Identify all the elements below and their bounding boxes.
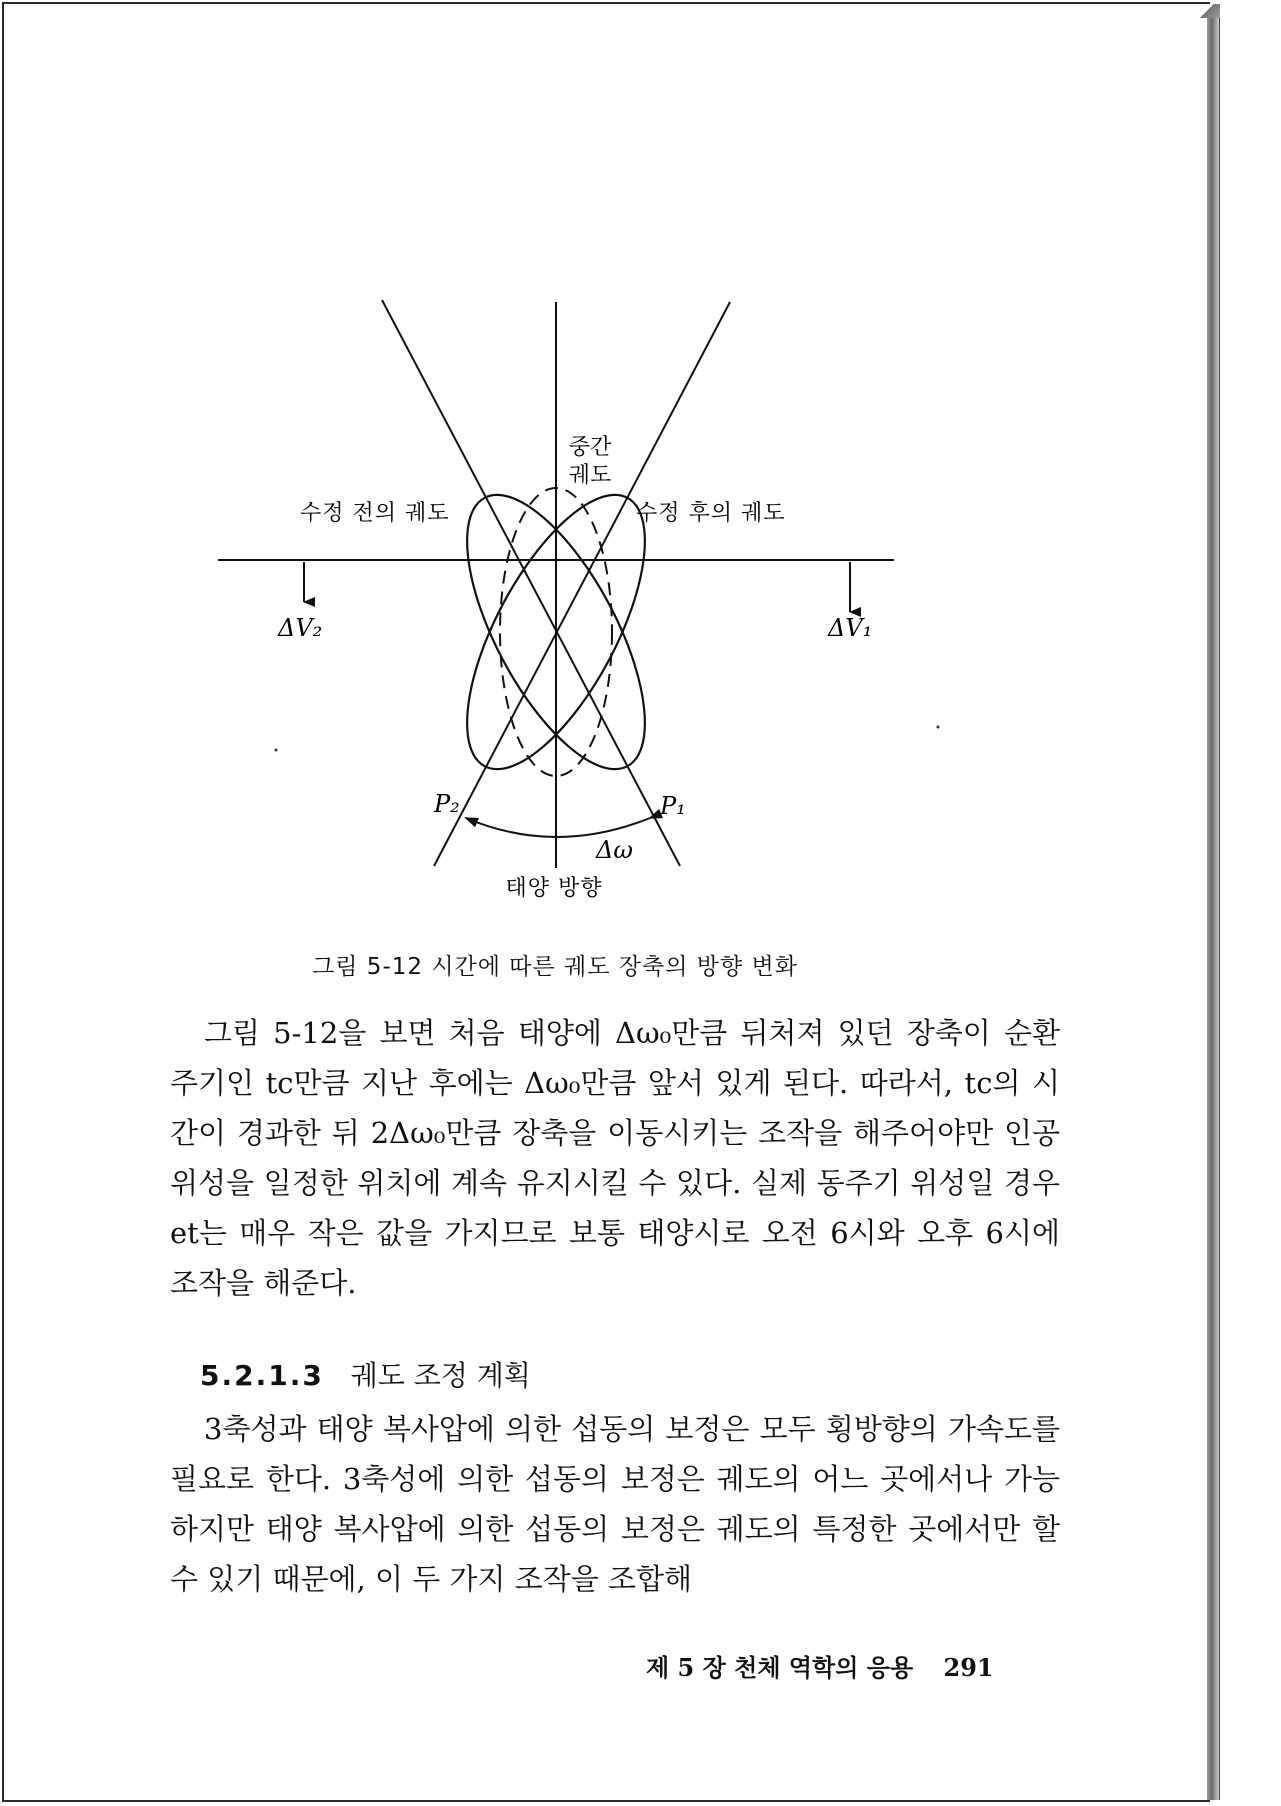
figure-caption: 그림 5-12 시간에 따른 궤도 장축의 방향 변화 xyxy=(312,954,798,980)
label-orbit-after: 수정 후의 궤도 xyxy=(636,501,786,526)
speck xyxy=(937,726,940,729)
label-sun-direction: 태양 방향 xyxy=(505,876,603,901)
page-corner xyxy=(1200,4,1220,18)
label-mid-orbit-2: 궤도 xyxy=(568,463,612,488)
section-title: 궤도 조정 계획 xyxy=(350,1359,531,1392)
page-footer xyxy=(646,1648,994,1683)
section-heading xyxy=(200,1354,531,1394)
label-dv1: ΔV₁ xyxy=(828,614,873,642)
speck xyxy=(275,749,278,752)
section-number: 5.2.1.3 xyxy=(200,1359,324,1392)
page-edge-shadow xyxy=(1207,12,1220,1800)
label-p1: P₁ xyxy=(660,792,686,820)
paragraph-2: 3축성과 태양 복사압에 의한 섭동의 보정은 모두 횡방향의 가속도를 필요로 한다. 3축성에 의한 섭동의 보정은 궤도의 어느 곳에서나 가능하지만 태양 복사압에 의한 섭동의 보정은 궤도의 특정한 곳에서만 할 수 있기 때문에, 이 두 가지 조작을 조합해 xyxy=(170,1412,1060,1596)
label-p2: P₂ xyxy=(434,790,460,818)
label-mid-orbit-1: 중간 xyxy=(568,435,612,460)
label-orbit-before: 수정 전의 궤도 xyxy=(300,501,450,526)
label-dv2: ΔV₂ xyxy=(278,614,323,642)
apse-line-before xyxy=(382,300,680,866)
label-delta-omega: Δω xyxy=(596,836,633,864)
footer-chapter: 제 5 장 천체 역학의 응용 xyxy=(646,1653,914,1682)
paragraph-1: 그림 5-12을 보면 처음 태양에 Δω₀만큼 뒤처져 있던 장축이 순환 주기인 tc만큼 지난 후에는 Δω₀만큼 앞서 있게 된다. 따라서, tc의 시간이 경과한 뒤 2Δω₀만큼 장축을 이동시키는 조작을 해주어야만 인공위성을 일정한 위치에 계속 유지시킬 수 있다. 실제 동주기 위성일 경우 et는 매우 작은 값을 가지므로 보통 태양시로 오전 6시와 오후 6시에 조작을 해준다. xyxy=(170,1016,1060,1300)
apse-line-after xyxy=(434,302,730,866)
delta-omega-arc xyxy=(466,818,650,837)
orbit-figure xyxy=(0,0,1110,930)
page-number: 291 xyxy=(943,1653,994,1682)
